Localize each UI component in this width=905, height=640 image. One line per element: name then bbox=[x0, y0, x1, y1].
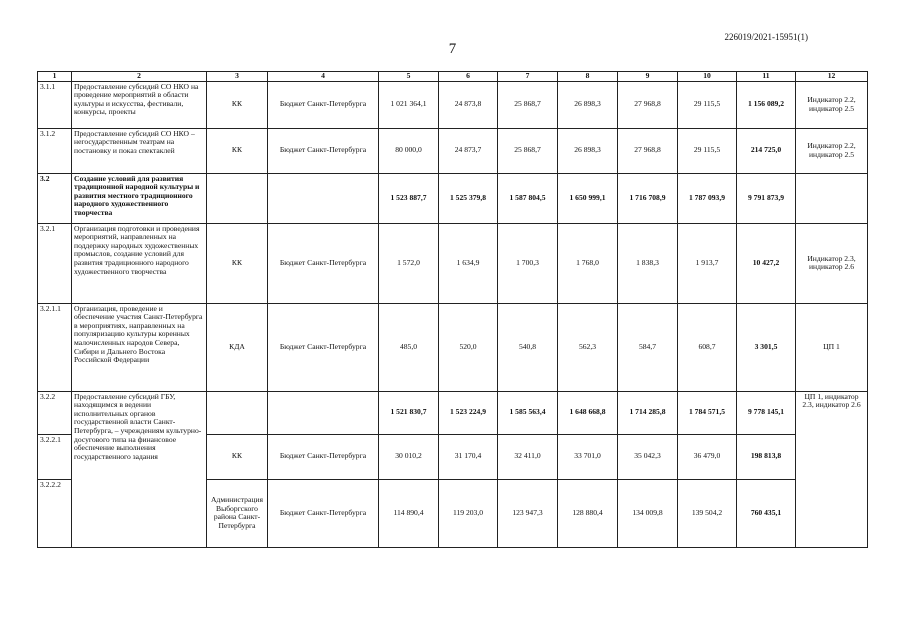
row-description: Организация подготовки и проведения мероприятий, направленных на поддержку народных художественных промыслов, создание условий для развития традиционного народного художественного творчества bbox=[72, 223, 207, 303]
value-total: 9 778 145,1 bbox=[737, 391, 796, 434]
value-col10: 1 787 093,9 bbox=[678, 173, 737, 223]
value-col10: 1 784 571,5 bbox=[678, 391, 737, 434]
value-col8: 562,3 bbox=[558, 303, 618, 391]
value-total: 760 435,1 bbox=[737, 479, 796, 547]
indicators: Индикатор 2.2, индикатор 2.5 bbox=[796, 128, 868, 173]
value-col6: 520,0 bbox=[439, 303, 498, 391]
column-header: 4 bbox=[268, 72, 379, 82]
value-col5: 114 890,4 bbox=[379, 479, 439, 547]
value-total: 1 156 089,2 bbox=[737, 81, 796, 128]
row-description: Организация, проведение и обеспечение участия Санкт-Петербурга в мероприятиях, направленных на популяризацию культуры коренных малочисленных народов Севера, Сибири и Дальнего Востока Российской Федерации bbox=[72, 303, 207, 391]
value-col6: 31 170,4 bbox=[439, 434, 498, 479]
executor: КК bbox=[207, 81, 268, 128]
column-header: 1 bbox=[38, 72, 72, 82]
value-col7: 1 587 804,5 bbox=[498, 173, 558, 223]
value-col8: 1 768,0 bbox=[558, 223, 618, 303]
row-description: Предоставление субсидий СО НКО на проведение мероприятий в области культуры и искусства, фестивали, конкурсы, проекты bbox=[72, 81, 207, 128]
column-header: 8 bbox=[558, 72, 618, 82]
value-col6: 1 523 224,9 bbox=[439, 391, 498, 434]
value-col9: 1 716 708,9 bbox=[618, 173, 678, 223]
value-col5: 485,0 bbox=[379, 303, 439, 391]
value-col7: 540,8 bbox=[498, 303, 558, 391]
column-header: 5 bbox=[379, 72, 439, 82]
value-col6: 1 634,9 bbox=[439, 223, 498, 303]
value-total: 9 791 873,9 bbox=[737, 173, 796, 223]
indicators: ЦП 1, индикатор 2.3, индикатор 2.6 bbox=[796, 391, 868, 547]
value-col8: 1 650 999,1 bbox=[558, 173, 618, 223]
funding-source: Бюджет Санкт-Петербурга bbox=[268, 303, 379, 391]
header-row bbox=[38, 72, 868, 82]
value-col9: 134 009,8 bbox=[618, 479, 678, 547]
indicators: Индикатор 2.3, индикатор 2.6 bbox=[796, 223, 868, 303]
row-code: 3.2.1 bbox=[38, 223, 72, 303]
value-col10: 29 115,5 bbox=[678, 128, 737, 173]
table-row bbox=[38, 128, 868, 173]
document-id: 226019/2021-15951(1) bbox=[724, 32, 808, 42]
column-header: 10 bbox=[678, 72, 737, 82]
value-col8: 33 701,0 bbox=[558, 434, 618, 479]
executor: КДА bbox=[207, 303, 268, 391]
row-code: 3.2.2 bbox=[38, 391, 72, 434]
value-total: 3 301,5 bbox=[737, 303, 796, 391]
value-col10: 29 115,5 bbox=[678, 81, 737, 128]
value-col5: 1 521 830,7 bbox=[379, 391, 439, 434]
value-col9: 35 042,3 bbox=[618, 434, 678, 479]
value-col7: 1 700,3 bbox=[498, 223, 558, 303]
table-row bbox=[38, 223, 868, 303]
page-number: 7 bbox=[448, 41, 457, 57]
column-header: 2 bbox=[72, 72, 207, 82]
indicators: Индикатор 2.2, индикатор 2.5 bbox=[796, 81, 868, 128]
value-col9: 1 714 285,8 bbox=[618, 391, 678, 434]
indicators: ЦП 1 bbox=[796, 303, 868, 391]
value-col9: 27 968,8 bbox=[618, 128, 678, 173]
value-col7: 25 868,7 bbox=[498, 128, 558, 173]
column-header: 3 bbox=[207, 72, 268, 82]
column-header: 9 bbox=[618, 72, 678, 82]
value-col7: 1 585 563,4 bbox=[498, 391, 558, 434]
funding-source: Бюджет Санкт-Петербурга bbox=[268, 479, 379, 547]
value-total: 214 725,0 bbox=[737, 128, 796, 173]
funding-source: Бюджет Санкт-Петербурга bbox=[268, 223, 379, 303]
row-description: Предоставление субсидий СО НКО – негосударственным театрам на постановку и показ спектаклей bbox=[72, 128, 207, 173]
column-header: 7 bbox=[498, 72, 558, 82]
value-col8: 1 648 668,8 bbox=[558, 391, 618, 434]
value-col6: 24 873,7 bbox=[439, 128, 498, 173]
value-total: 10 427,2 bbox=[737, 223, 796, 303]
executor: КК bbox=[207, 223, 268, 303]
row-description: Предоставление субсидий ГБУ, находящимся в ведении исполнительных органов государственной власти Санкт-Петербурга, – учреждениям культурно-досугового типа на финансовое обеспечение выполнения государственного задания bbox=[72, 391, 207, 547]
value-col7: 25 868,7 bbox=[498, 81, 558, 128]
funding-source: Бюджет Санкт-Петербурга bbox=[268, 81, 379, 128]
value-col5: 1 523 887,7 bbox=[379, 173, 439, 223]
value-col5: 1 021 364,1 bbox=[379, 81, 439, 128]
row-code: 3.1.2 bbox=[38, 128, 72, 173]
value-col5: 30 010,2 bbox=[379, 434, 439, 479]
value-col7: 32 411,0 bbox=[498, 434, 558, 479]
column-header: 12 bbox=[796, 72, 868, 82]
executor: Администрация Выборгского района Санкт-Петербурга bbox=[207, 479, 268, 547]
value-col9: 584,7 bbox=[618, 303, 678, 391]
value-col7: 123 947,3 bbox=[498, 479, 558, 547]
value-col10: 139 504,2 bbox=[678, 479, 737, 547]
value-col8: 26 898,3 bbox=[558, 128, 618, 173]
column-header: 6 bbox=[439, 72, 498, 82]
row-code: 3.2.2.1 bbox=[38, 434, 72, 479]
value-col10: 36 479,0 bbox=[678, 434, 737, 479]
budget-table bbox=[37, 71, 868, 548]
value-col9: 27 968,8 bbox=[618, 81, 678, 128]
value-col5: 80 000,0 bbox=[379, 128, 439, 173]
table-row bbox=[38, 391, 868, 434]
row-code: 3.2.2.2 bbox=[38, 479, 72, 547]
table-row bbox=[38, 81, 868, 128]
row-code: 3.1.1 bbox=[38, 81, 72, 128]
value-col5: 1 572,0 bbox=[379, 223, 439, 303]
row-description: Создание условий для развития традиционной народной культуры и развития местного традиционного народного художественного творчества bbox=[72, 173, 207, 223]
row-code: 3.2 bbox=[38, 173, 72, 223]
table-row bbox=[38, 173, 868, 223]
value-total: 198 813,8 bbox=[737, 434, 796, 479]
value-col10: 608,7 bbox=[678, 303, 737, 391]
executor: КК bbox=[207, 128, 268, 173]
value-col6: 119 203,0 bbox=[439, 479, 498, 547]
row-code: 3.2.1.1 bbox=[38, 303, 72, 391]
funding-source: Бюджет Санкт-Петербурга bbox=[268, 128, 379, 173]
value-col8: 128 880,4 bbox=[558, 479, 618, 547]
value-col8: 26 898,3 bbox=[558, 81, 618, 128]
table-row bbox=[38, 303, 868, 391]
value-col10: 1 913,7 bbox=[678, 223, 737, 303]
value-col6: 24 873,8 bbox=[439, 81, 498, 128]
value-col9: 1 838,3 bbox=[618, 223, 678, 303]
funding-source: Бюджет Санкт-Петербурга bbox=[268, 434, 379, 479]
executor: КК bbox=[207, 434, 268, 479]
column-header: 11 bbox=[737, 72, 796, 82]
value-col6: 1 525 379,8 bbox=[439, 173, 498, 223]
